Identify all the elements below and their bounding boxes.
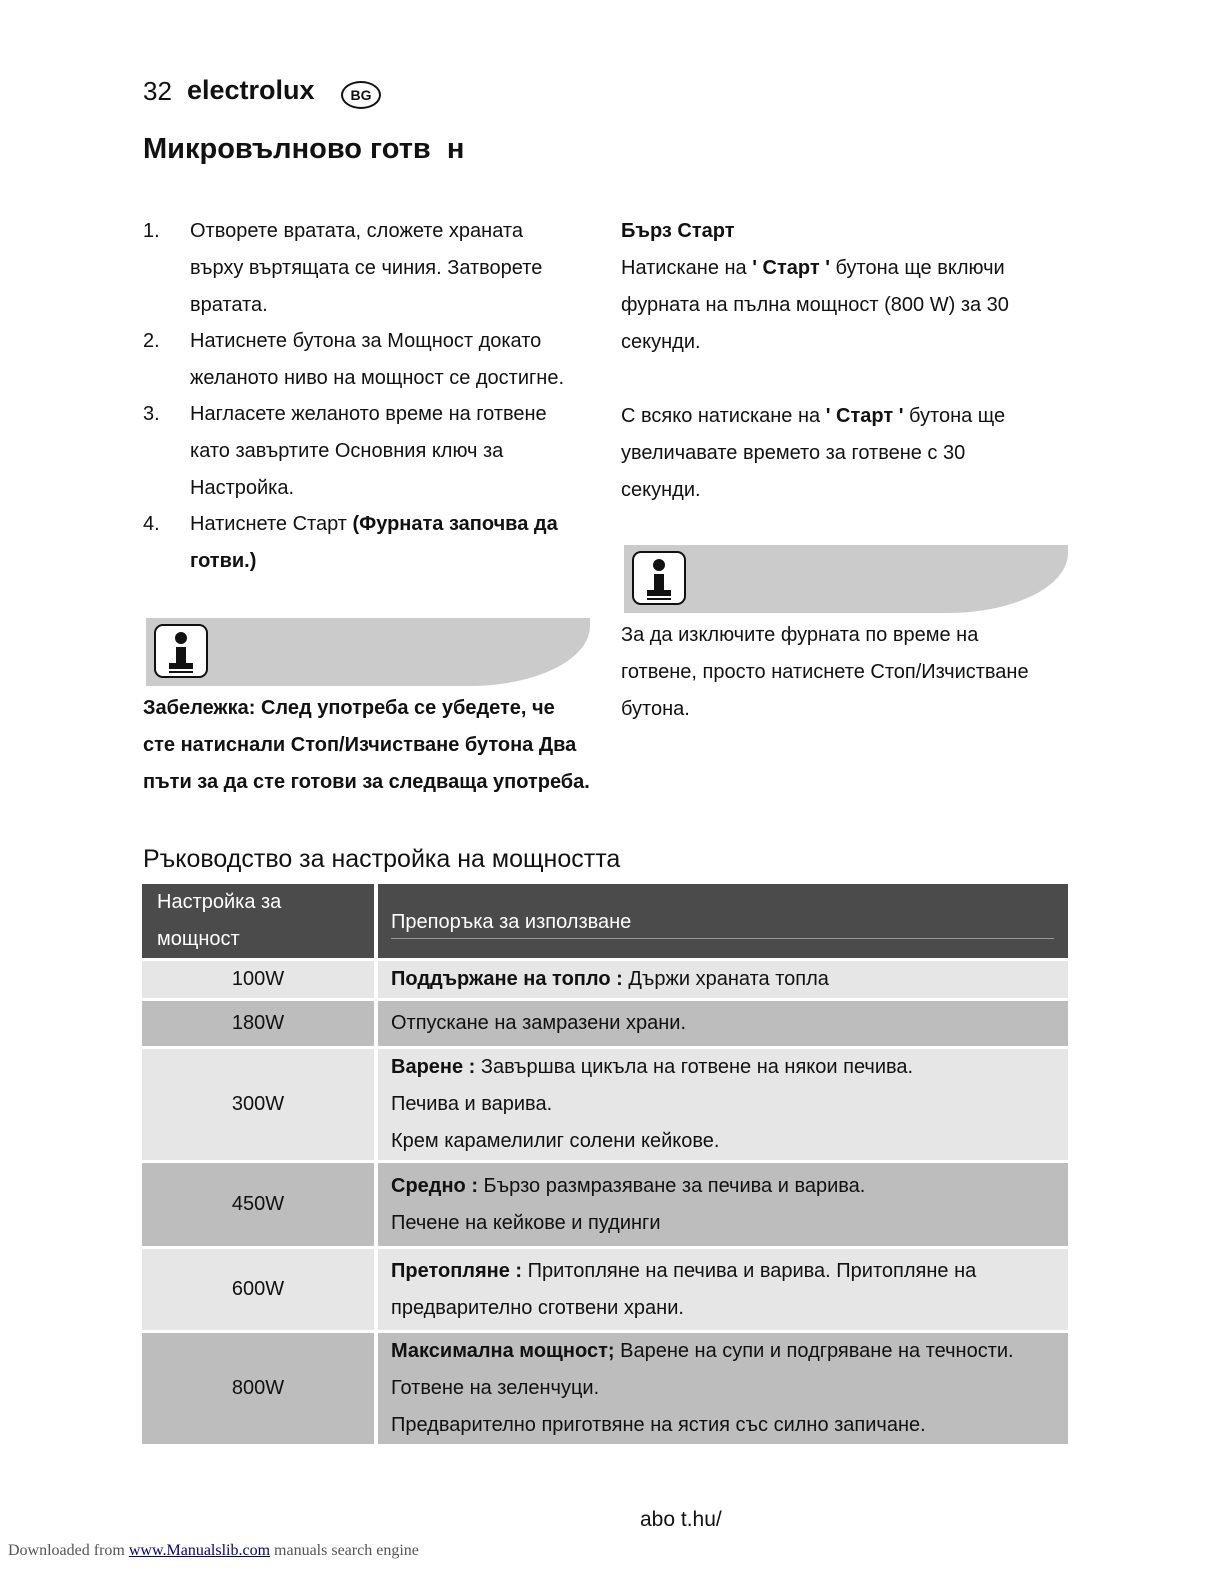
- info-icon: [632, 551, 686, 605]
- step-text: Натиснете Старт (Фурната започва да готви.): [190, 513, 558, 572]
- language-badge: BG: [341, 81, 381, 109]
- text-line: фурната на пълна мощност (800 W) за 30: [621, 294, 1009, 316]
- power-cell: 300W: [142, 1046, 378, 1160]
- note-line: пъти за да сте готови за следваща употреба.: [143, 771, 590, 793]
- quick-start-p2: С всяко натискане на ' Старт ' бутона ще: [621, 405, 1006, 427]
- table-row: [142, 1160, 1068, 1246]
- table-row: [142, 958, 1068, 998]
- step-number: 4.: [143, 513, 160, 535]
- usage-cell: Поддържане на топло : Държи храната топла: [378, 958, 1068, 998]
- table-row: [142, 1046, 1068, 1160]
- step-number: 1.: [143, 220, 160, 242]
- step-number: 2.: [143, 330, 160, 352]
- quick-start-p1: Натискане на ' Старт ' бутона ще включи: [621, 257, 1005, 279]
- power-cell: 100W: [142, 958, 378, 998]
- download-note: Downloaded from www.Manualslib.com manuals search engine: [8, 1542, 419, 1559]
- manualslib-link[interactable]: www.Manualslib.com: [128, 1542, 271, 1559]
- step-text: Отворете вратата, сложете храната върху въртящата се чиния. Затворете вратата.: [190, 220, 543, 316]
- note-line: За да изключите фурната по време на: [621, 624, 979, 646]
- col-header-power: Настройка за мощност: [142, 884, 378, 958]
- usage-cell: Отпускане на замразени храни.: [378, 998, 1068, 1046]
- footer-url: abo t.hu/: [640, 1508, 722, 1531]
- text-line: секунди.: [621, 331, 701, 353]
- usage-cell: Варене : Завършва цикъла на готвене на някои печива. Печива и варива. Крем карамелилиг солени кейкове.: [378, 1046, 1068, 1160]
- usage-cell: Претопляне : Притопляне на печива и варива. Притопляне на предварително сготвени храни.: [378, 1246, 1068, 1330]
- info-banner-left: [146, 618, 590, 686]
- page-number: 32: [143, 76, 172, 106]
- info-icon: [154, 624, 208, 678]
- note-line: бутона.: [621, 698, 690, 720]
- quick-start: [621, 213, 1061, 509]
- power-cell: 600W: [142, 1246, 378, 1330]
- step-number: 3.: [143, 403, 160, 425]
- col-header-usage: Препоръка за използване: [378, 884, 1068, 958]
- usage-cell: Максимална мощност; Варене на супи и подгряване на течности. Готвене на зеленчуци. Предварително приготвяне на ястия със силно запичане.: [378, 1330, 1068, 1444]
- step-text: Нагласете желаното време на готвене като завъртите Основния ключ за Настройка.: [190, 403, 547, 499]
- page-title: Микровълново готв н: [143, 133, 465, 165]
- note-left: [143, 690, 590, 801]
- table-row: [142, 1246, 1068, 1330]
- section-title: Ръководство за настройка на мощността: [143, 845, 621, 873]
- power-table: [142, 884, 1068, 1444]
- text-line: увеличавате времето за готвене с 30: [621, 442, 966, 464]
- note-right: [621, 617, 1029, 728]
- power-cell: 180W: [142, 998, 378, 1046]
- table-row: [142, 998, 1068, 1046]
- step-text: Натиснете бутона за Мощност докато желаното ниво на мощност се достигне.: [190, 330, 565, 389]
- info-banner-right: [624, 545, 1068, 613]
- note-line: Забележка: След употреба се убедете, че: [143, 697, 555, 719]
- usage-cell: Средно : Бързо размразяване за печива и варива. Печене на кейкове и пудинги: [378, 1160, 1068, 1246]
- table-row: [142, 1330, 1068, 1444]
- brand-logo: electrolux: [187, 75, 315, 105]
- quick-start-heading: Бърз Старт: [621, 220, 735, 242]
- note-line: сте натиснали Стоп/Изчистване бутона Два: [143, 734, 577, 756]
- note-line: готвене, просто натиснете Стоп/Изчистване: [621, 661, 1029, 683]
- power-cell: 450W: [142, 1160, 378, 1246]
- text-line: секунди.: [621, 479, 701, 501]
- power-cell: 800W: [142, 1330, 378, 1444]
